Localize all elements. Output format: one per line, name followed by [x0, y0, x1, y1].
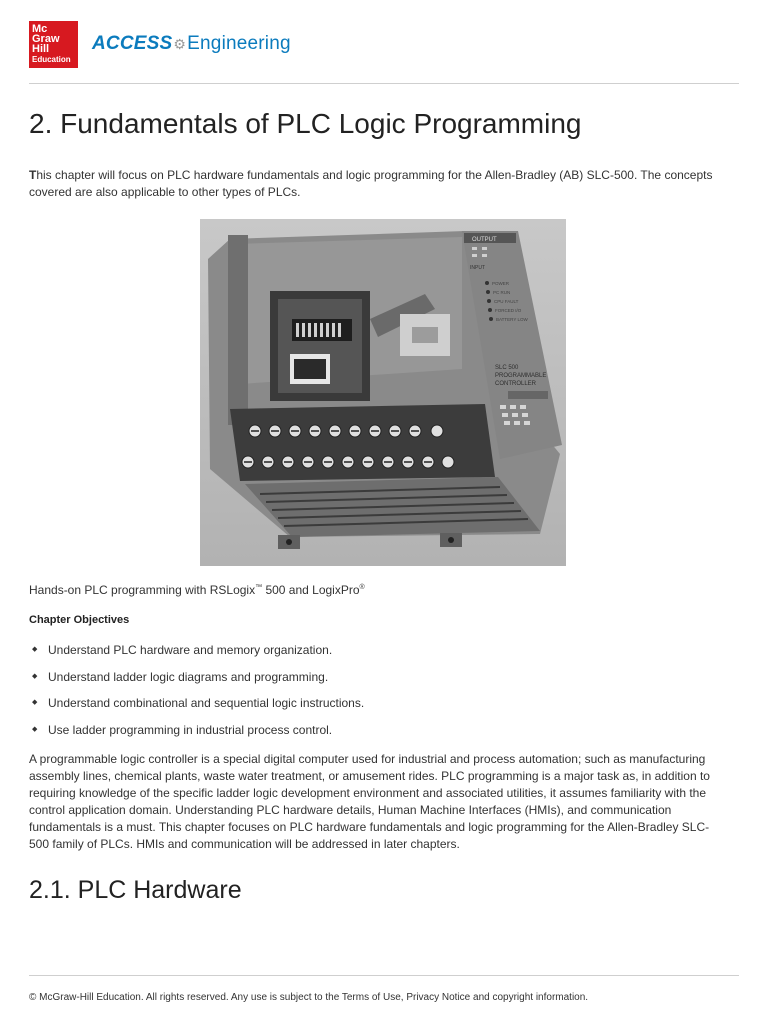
module-input-label: INPUT — [470, 265, 485, 271]
model-label: CONTROLLER — [495, 381, 537, 387]
model-label: SLC 500 — [495, 365, 519, 371]
gear-icon: ⚙ — [173, 35, 187, 52]
status-light-label: POWER — [492, 281, 510, 286]
objectives-list — [29, 640, 729, 746]
list-item: ◆ Understand PLC hardware and memory organization. — [29, 640, 729, 667]
status-light-label: PC RUN — [493, 290, 511, 295]
plc-photo — [200, 219, 566, 566]
model-label: PROGRAMMABLE — [495, 373, 547, 379]
figure-caption — [29, 583, 365, 597]
footer-copyright: © McGraw-Hill Education. All rights reserved. Any use is subject to the Terms of Use, Privacy Notice and copyright information. — [29, 992, 589, 1003]
module-output-label: OUTPUT — [472, 237, 497, 243]
list-item: ◆ Understand combinational and sequential logic instructions. — [29, 693, 729, 720]
footer-divider — [29, 975, 739, 976]
logo-line: Hill — [32, 42, 50, 55]
caption-middle: 500 and LogixPro — [262, 583, 360, 597]
registered-symbol: ® — [359, 584, 365, 591]
brand-engineering: Engineering — [187, 33, 291, 54]
objectives-title: Chapter Objectives — [29, 614, 130, 626]
intro-text: his chapter will focus on PLC hardware fundamentals and logic programming for the Allen-Bradley (AB) SLC-500. The concepts covered are also applicable to other types of PLCs. — [29, 168, 713, 199]
list-item: ◆ Use ladder programming in industrial process control. — [29, 720, 729, 747]
list-item: ◆ Understand ladder logic diagrams and programming. — [29, 667, 729, 694]
header-divider — [29, 83, 739, 84]
logo-line: Mc — [32, 22, 48, 35]
chapter-title: 2. Fundamentals of PLC Logic Programming — [29, 108, 582, 139]
status-light-label: BATTERY LOW — [496, 317, 528, 322]
status-light-label: FORCED I/O — [495, 308, 522, 313]
status-light-label: CPU FAULT — [494, 299, 519, 304]
mcgraw-hill-logo[interactable] — [29, 21, 78, 68]
caption-prefix: Hands-on PLC programming with RSLogix — [29, 583, 256, 597]
access-engineering-logo[interactable] — [92, 33, 291, 55]
logo-line: Education — [32, 54, 71, 64]
intro-paragraph — [29, 167, 729, 201]
section-title: 2.1. PLC Hardware — [29, 876, 242, 904]
brand-access: ACCESS — [92, 33, 173, 54]
trademark-symbol: ™ — [255, 584, 263, 591]
site-header — [29, 20, 291, 68]
body-paragraph: A programmable logic controller is a special digital computer used for industrial and process automation; such as manufacturing assembly lines, chemical plants, waste water treatment, or amusement rides. PLC programming is a major task as, in addition to requiring knowledge of the specific ladder logic development environment and associated utilities, it assumes familiarity with the control application domain. Understanding PLC hardware details, Human Machine Interfaces (HMIs), and communication fundamentals is a must. This chapter focuses on PLC hardware fundamentals and logic programming for the Allen-Bradley SLC-500 family of PLCs. HMIs and communication will be addressed in later chapters. — [29, 752, 710, 851]
intro-lead-letter: T — [29, 168, 37, 182]
logo-line: Graw — [32, 32, 60, 45]
